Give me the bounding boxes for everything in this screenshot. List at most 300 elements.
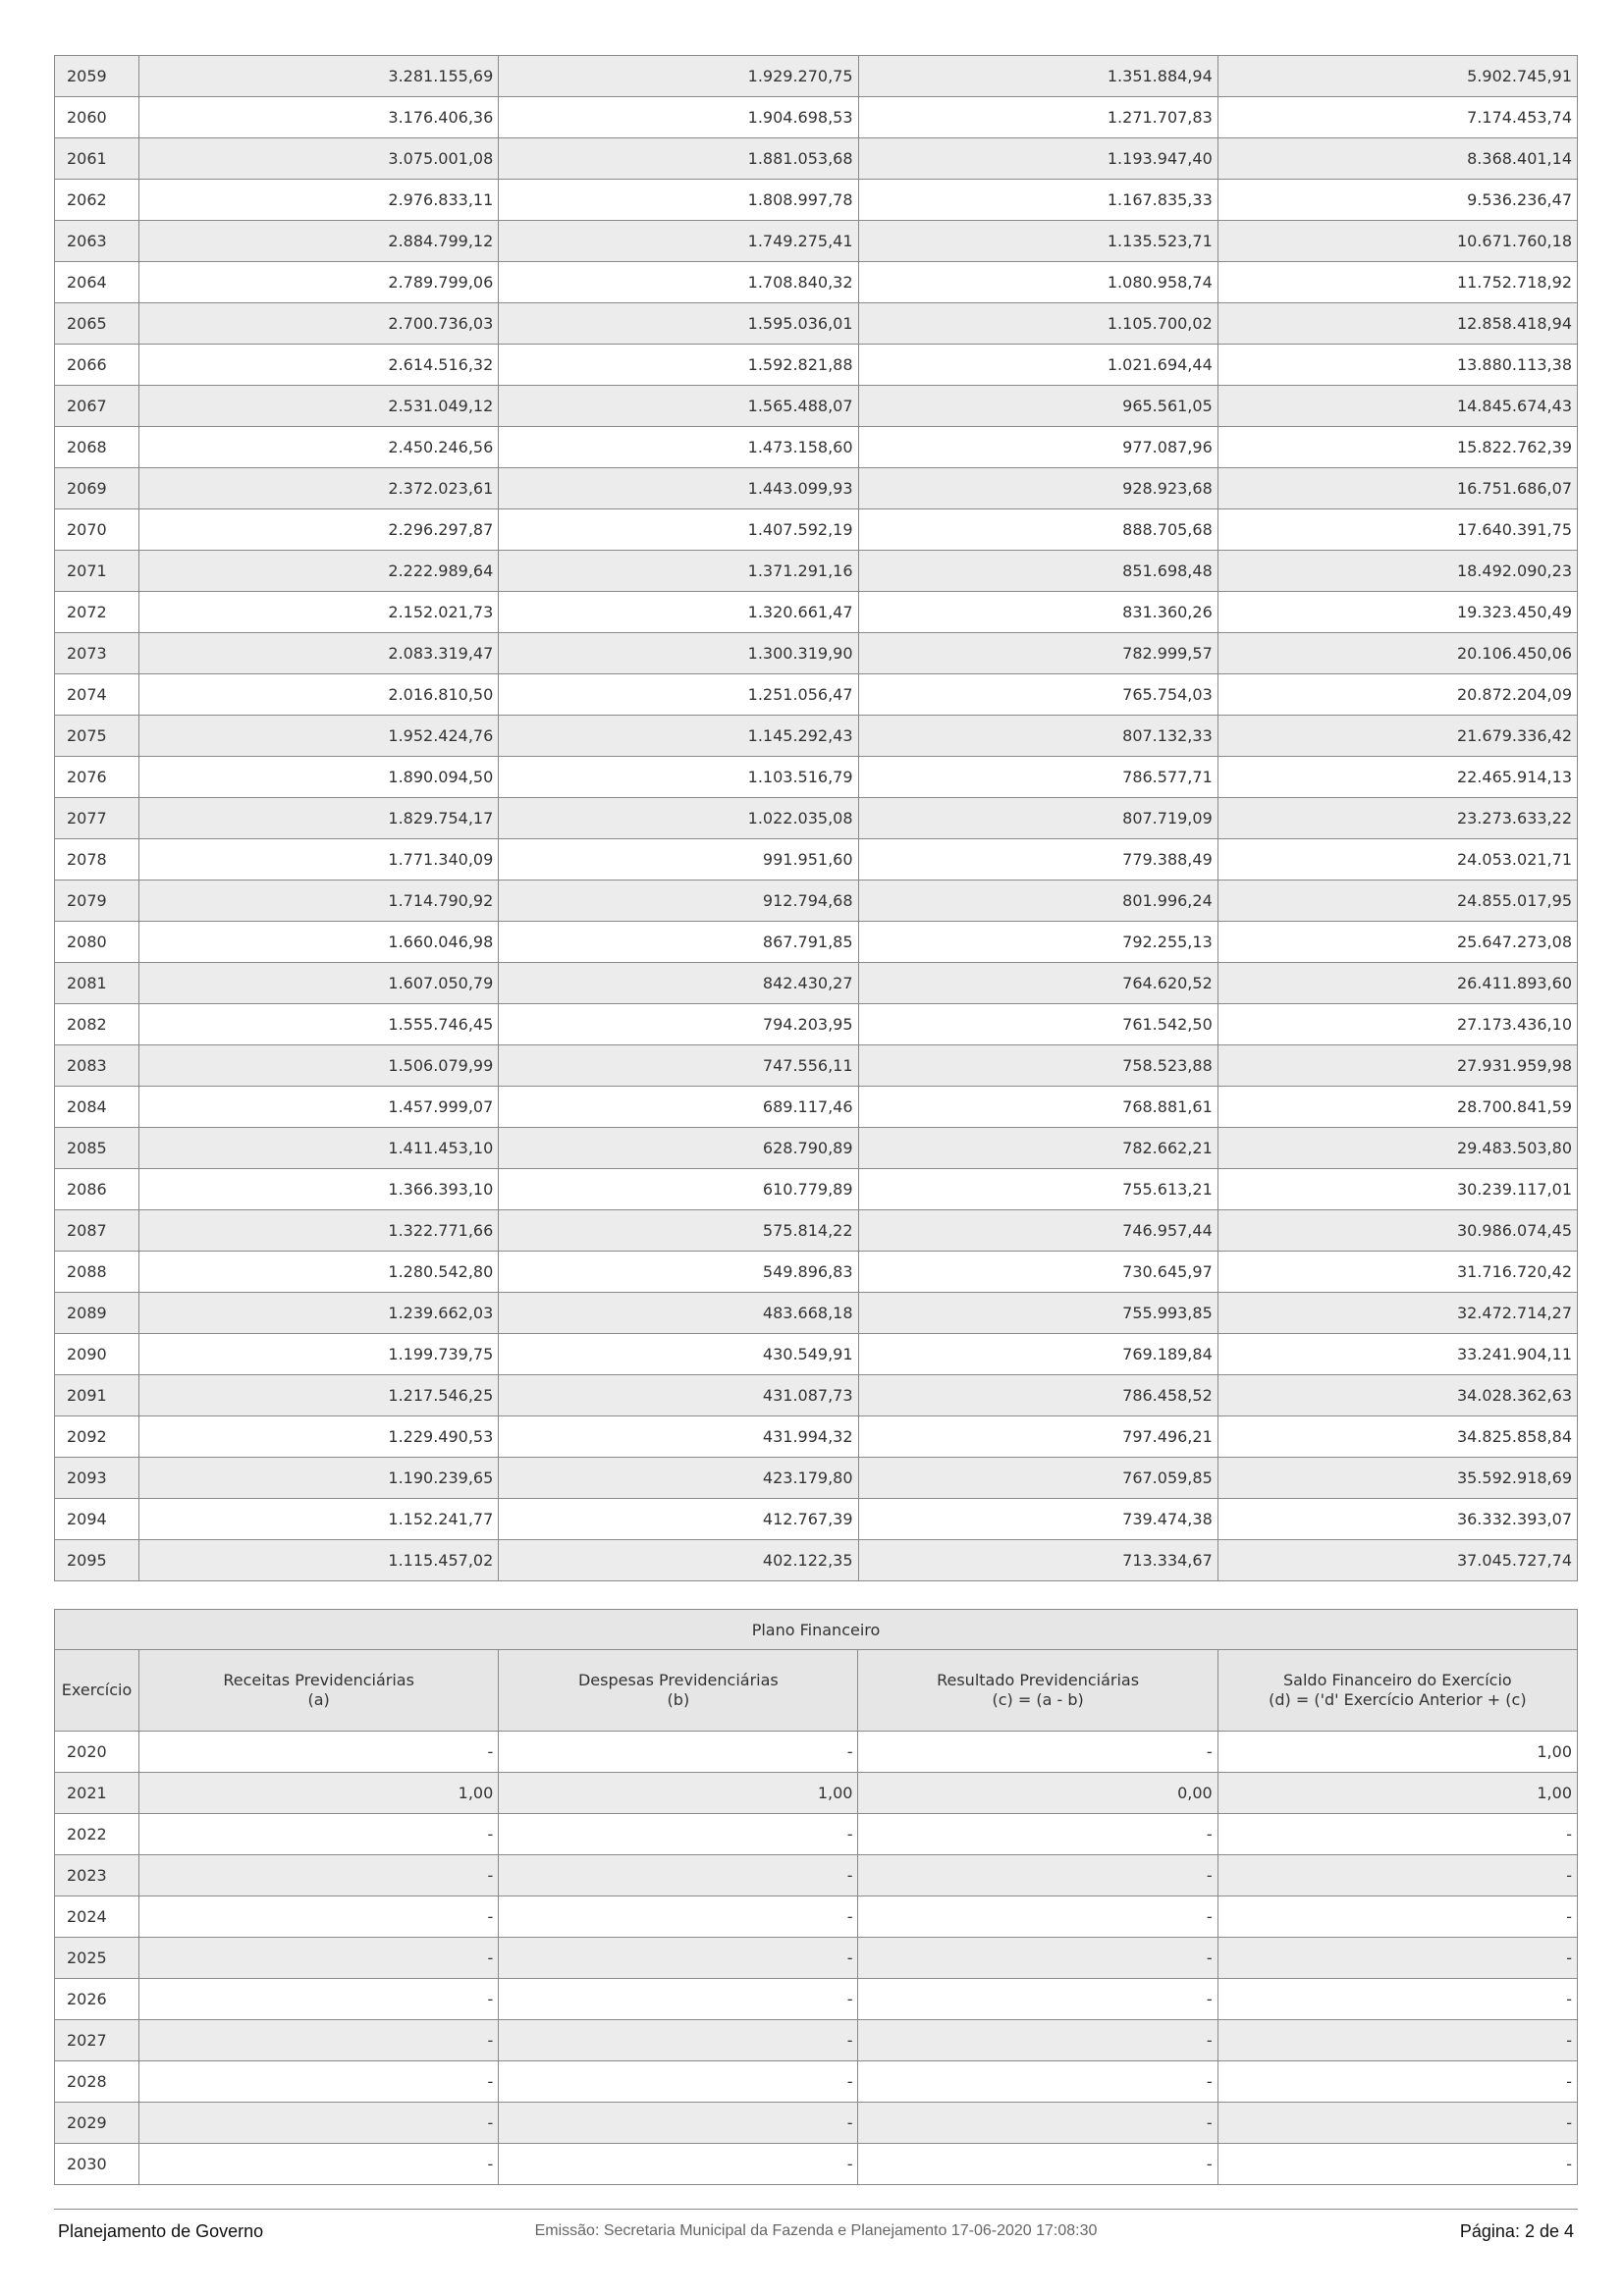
value-cell: 32.472.714,27 — [1217, 1293, 1577, 1334]
value-cell: - — [1217, 1979, 1577, 2020]
table-row — [55, 509, 1578, 551]
year-cell: 2071 — [55, 551, 139, 592]
value-cell: 18.492.090,23 — [1217, 551, 1577, 592]
page-footer — [54, 2209, 1578, 2249]
value-cell: 1.022.035,08 — [499, 798, 858, 839]
value-cell: 851.698,48 — [858, 551, 1217, 592]
table-row — [55, 427, 1578, 468]
value-cell: 1.407.592,19 — [499, 509, 858, 551]
value-cell: 27.931.959,98 — [1217, 1045, 1577, 1087]
value-cell: 412.767,39 — [499, 1499, 858, 1540]
table-row — [55, 2020, 1578, 2061]
table-row — [55, 1458, 1578, 1499]
value-cell: 1.443.099,93 — [499, 468, 858, 509]
value-cell: - — [139, 1979, 499, 2020]
value-cell: 402.122,35 — [499, 1540, 858, 1581]
year-cell: 2078 — [55, 839, 139, 881]
year-cell: 2082 — [55, 1004, 139, 1045]
value-cell: 28.700.841,59 — [1217, 1087, 1577, 1128]
year-cell: 2025 — [55, 1938, 139, 1979]
year-cell: 2024 — [55, 1896, 139, 1938]
value-cell: 786.458,52 — [858, 1375, 1217, 1416]
value-cell: - — [499, 2144, 858, 2185]
value-cell: - — [858, 1938, 1217, 1979]
value-cell: 33.241.904,11 — [1217, 1334, 1577, 1375]
year-cell: 2075 — [55, 716, 139, 757]
value-cell: - — [499, 1855, 858, 1896]
value-cell: 928.923,68 — [858, 468, 1217, 509]
value-cell: 22.465.914,13 — [1217, 757, 1577, 798]
value-cell: 1.808.997,78 — [499, 180, 858, 221]
value-cell: 20.872.204,09 — [1217, 674, 1577, 716]
value-cell: 3.281.155,69 — [139, 56, 499, 97]
value-cell: 965.561,05 — [858, 386, 1217, 427]
value-cell: 977.087,96 — [858, 427, 1217, 468]
value-cell: - — [1217, 1896, 1577, 1938]
value-cell: 779.388,49 — [858, 839, 1217, 881]
projection-table — [54, 55, 1578, 1581]
value-cell: 1.080.958,74 — [858, 262, 1217, 303]
value-cell: 1.771.340,09 — [139, 839, 499, 881]
value-cell: 888.705,68 — [858, 509, 1217, 551]
value-cell: 1.167.835,33 — [858, 180, 1217, 221]
value-cell: 2.296.297,87 — [139, 509, 499, 551]
value-cell: 767.059,85 — [858, 1458, 1217, 1499]
table-row — [55, 2061, 1578, 2103]
table-row — [55, 2144, 1578, 2185]
value-cell: 1.371.291,16 — [499, 551, 858, 592]
value-cell: 867.791,85 — [499, 922, 858, 963]
value-cell: 24.053.021,71 — [1217, 839, 1577, 881]
year-cell: 2030 — [55, 2144, 139, 2185]
footer-emission: Emissão: Secretaria Municipal da Fazenda e Planejamento 17-06-2020 17:08:30 — [534, 2222, 1098, 2239]
year-cell: 2067 — [55, 386, 139, 427]
value-cell: 10.671.760,18 — [1217, 221, 1577, 262]
value-cell: 801.996,24 — [858, 881, 1217, 922]
value-cell: 842.430,27 — [499, 963, 858, 1004]
value-cell: 1.708.840,32 — [499, 262, 858, 303]
value-cell: 782.662,21 — [858, 1128, 1217, 1169]
value-cell: 17.640.391,75 — [1217, 509, 1577, 551]
year-cell: 2083 — [55, 1045, 139, 1087]
value-cell: 30.239.117,01 — [1217, 1169, 1577, 1210]
value-cell: - — [499, 1979, 858, 2020]
value-cell: 16.751.686,07 — [1217, 468, 1577, 509]
value-cell: 1.217.546,25 — [139, 1375, 499, 1416]
table-row — [55, 97, 1578, 138]
value-cell: 1,00 — [1217, 1773, 1577, 1814]
value-cell: 1.952.424,76 — [139, 716, 499, 757]
value-cell: 1.105.700,02 — [858, 303, 1217, 345]
plano-financeiro-title: Plano Financeiro — [55, 1610, 1578, 1650]
value-cell: 35.592.918,69 — [1217, 1458, 1577, 1499]
value-cell: 792.255,13 — [858, 922, 1217, 963]
value-cell: 2.531.049,12 — [139, 386, 499, 427]
value-cell: 1.135.523,71 — [858, 221, 1217, 262]
value-cell: 2.372.023,61 — [139, 468, 499, 509]
value-cell: 37.045.727,74 — [1217, 1540, 1577, 1581]
value-cell: 747.556,11 — [499, 1045, 858, 1087]
value-cell: 2.222.989,64 — [139, 551, 499, 592]
value-cell: 1,00 — [139, 1773, 499, 1814]
value-cell: - — [858, 2020, 1217, 2061]
value-cell: 24.855.017,95 — [1217, 881, 1577, 922]
value-cell: 689.117,46 — [499, 1087, 858, 1128]
value-cell: 2.614.516,32 — [139, 345, 499, 386]
year-cell: 2066 — [55, 345, 139, 386]
value-cell: - — [499, 2020, 858, 2061]
value-cell: 713.334,67 — [858, 1540, 1217, 1581]
year-cell: 2059 — [55, 56, 139, 97]
table-row — [55, 1416, 1578, 1458]
value-cell: - — [858, 2103, 1217, 2144]
value-cell: 1.555.746,45 — [139, 1004, 499, 1045]
table-row — [55, 1979, 1578, 2020]
table-row — [55, 1732, 1578, 1773]
value-cell: 549.896,83 — [499, 1252, 858, 1293]
table-row — [55, 1293, 1578, 1334]
value-cell: 1.322.771,66 — [139, 1210, 499, 1252]
table-row — [55, 1169, 1578, 1210]
value-cell: 1.199.739,75 — [139, 1334, 499, 1375]
value-cell: 1.565.488,07 — [499, 386, 858, 427]
value-cell: 12.858.418,94 — [1217, 303, 1577, 345]
value-cell: 19.323.450,49 — [1217, 592, 1577, 633]
value-cell: 1.239.662,03 — [139, 1293, 499, 1334]
year-cell: 2064 — [55, 262, 139, 303]
year-cell: 2079 — [55, 881, 139, 922]
value-cell: - — [1217, 2103, 1577, 2144]
value-cell: 2.450.246,56 — [139, 427, 499, 468]
table-row — [55, 1087, 1578, 1128]
value-cell: 1.607.050,79 — [139, 963, 499, 1004]
value-cell: 431.994,32 — [499, 1416, 858, 1458]
table-row — [55, 674, 1578, 716]
value-cell: 7.174.453,74 — [1217, 97, 1577, 138]
year-cell: 2093 — [55, 1458, 139, 1499]
year-cell: 2072 — [55, 592, 139, 633]
value-cell: 5.902.745,91 — [1217, 56, 1577, 97]
value-cell: 1.103.516,79 — [499, 757, 858, 798]
table-row — [55, 1540, 1578, 1581]
table-row — [55, 1814, 1578, 1855]
table-row — [55, 757, 1578, 798]
value-cell: 1.251.056,47 — [499, 674, 858, 716]
value-cell: 2.884.799,12 — [139, 221, 499, 262]
table-row — [55, 2103, 1578, 2144]
value-cell: 25.647.273,08 — [1217, 922, 1577, 963]
value-cell: 769.189,84 — [858, 1334, 1217, 1375]
value-cell: 912.794,68 — [499, 881, 858, 922]
value-cell: - — [139, 1938, 499, 1979]
value-cell: 2.976.833,11 — [139, 180, 499, 221]
value-cell: 575.814,22 — [499, 1210, 858, 1252]
year-cell: 2027 — [55, 2020, 139, 2061]
year-cell: 2026 — [55, 1979, 139, 2020]
value-cell: 1.271.707,83 — [858, 97, 1217, 138]
table-row — [55, 592, 1578, 633]
value-cell: 1.595.036,01 — [499, 303, 858, 345]
header-resultado: Resultado Previdenciárias (c) = (a - b) — [858, 1650, 1217, 1732]
table-row — [55, 1252, 1578, 1293]
year-cell: 2088 — [55, 1252, 139, 1293]
table-row — [55, 963, 1578, 1004]
value-cell: - — [499, 1896, 858, 1938]
table-row — [55, 1896, 1578, 1938]
value-cell: 20.106.450,06 — [1217, 633, 1577, 674]
table-row — [55, 839, 1578, 881]
value-cell: 1.320.661,47 — [499, 592, 858, 633]
value-cell: 483.668,18 — [499, 1293, 858, 1334]
value-cell: 36.332.393,07 — [1217, 1499, 1577, 1540]
year-cell: 2023 — [55, 1855, 139, 1896]
value-cell: 1.660.046,98 — [139, 922, 499, 963]
year-cell: 2089 — [55, 1293, 139, 1334]
value-cell: 27.173.436,10 — [1217, 1004, 1577, 1045]
value-cell: - — [858, 1732, 1217, 1773]
value-cell: 1.714.790,92 — [139, 881, 499, 922]
value-cell: - — [139, 1814, 499, 1855]
value-cell: - — [139, 1896, 499, 1938]
table-row — [55, 1128, 1578, 1169]
value-cell: - — [499, 1938, 858, 1979]
value-cell: 1.190.239,65 — [139, 1458, 499, 1499]
value-cell: 797.496,21 — [858, 1416, 1217, 1458]
value-cell: 610.779,89 — [499, 1169, 858, 1210]
value-cell: 30.986.074,45 — [1217, 1210, 1577, 1252]
value-cell: 2.152.021,73 — [139, 592, 499, 633]
value-cell: 761.542,50 — [858, 1004, 1217, 1045]
table-row — [55, 1045, 1578, 1087]
year-cell: 2087 — [55, 1210, 139, 1252]
value-cell: 1.145.292,43 — [499, 716, 858, 757]
table-row — [55, 1004, 1578, 1045]
year-cell: 2022 — [55, 1814, 139, 1855]
value-cell: 34.825.858,84 — [1217, 1416, 1577, 1458]
value-cell: - — [1217, 1855, 1577, 1896]
value-cell: 23.273.633,22 — [1217, 798, 1577, 839]
year-cell: 2080 — [55, 922, 139, 963]
table-row — [55, 345, 1578, 386]
value-cell: 628.790,89 — [499, 1128, 858, 1169]
value-cell: 786.577,71 — [858, 757, 1217, 798]
table-row — [55, 221, 1578, 262]
value-cell: 807.719,09 — [858, 798, 1217, 839]
year-cell: 2028 — [55, 2061, 139, 2103]
year-cell: 2061 — [55, 138, 139, 180]
value-cell: 1.592.821,88 — [499, 345, 858, 386]
value-cell: - — [139, 1855, 499, 1896]
table-row — [55, 1375, 1578, 1416]
value-cell: 1,00 — [499, 1773, 858, 1814]
value-cell: - — [139, 1732, 499, 1773]
year-cell: 2069 — [55, 468, 139, 509]
year-cell: 2060 — [55, 97, 139, 138]
value-cell: - — [1217, 2020, 1577, 2061]
value-cell: 807.132,33 — [858, 716, 1217, 757]
table-row — [55, 1773, 1578, 1814]
value-cell: - — [1217, 1938, 1577, 1979]
value-cell: - — [1217, 2061, 1577, 2103]
value-cell: 9.536.236,47 — [1217, 180, 1577, 221]
year-cell: 2095 — [55, 1540, 139, 1581]
value-cell: 431.087,73 — [499, 1375, 858, 1416]
year-cell: 2076 — [55, 757, 139, 798]
year-cell: 2090 — [55, 1334, 139, 1375]
value-cell: 1.749.275,41 — [499, 221, 858, 262]
table-row — [55, 1334, 1578, 1375]
header-receitas: Receitas Previdenciárias (a) — [139, 1650, 499, 1732]
year-cell: 2074 — [55, 674, 139, 716]
plano-financeiro-table — [54, 1609, 1578, 2185]
table-row — [55, 798, 1578, 839]
value-cell: 1.506.079,99 — [139, 1045, 499, 1087]
value-cell: 8.368.401,14 — [1217, 138, 1577, 180]
value-cell: 831.360,26 — [858, 592, 1217, 633]
value-cell: - — [858, 2061, 1217, 2103]
value-cell: - — [1217, 1814, 1577, 1855]
value-cell: 2.016.810,50 — [139, 674, 499, 716]
value-cell: - — [139, 2144, 499, 2185]
year-cell: 2062 — [55, 180, 139, 221]
table-row — [55, 56, 1578, 97]
year-cell: 2077 — [55, 798, 139, 839]
value-cell: 15.822.762,39 — [1217, 427, 1577, 468]
value-cell: 1.152.241,77 — [139, 1499, 499, 1540]
value-cell: 3.075.001,08 — [139, 138, 499, 180]
value-cell: 764.620,52 — [858, 963, 1217, 1004]
year-cell: 2065 — [55, 303, 139, 345]
value-cell: - — [858, 1814, 1217, 1855]
value-cell: 755.993,85 — [858, 1293, 1217, 1334]
table-row — [55, 262, 1578, 303]
table-row — [55, 881, 1578, 922]
year-cell: 2085 — [55, 1128, 139, 1169]
year-cell: 2092 — [55, 1416, 139, 1458]
footer-title: Planejamento de Governo — [58, 2221, 264, 2241]
value-cell: - — [858, 1855, 1217, 1896]
value-cell: 1.829.754,17 — [139, 798, 499, 839]
table-row — [55, 551, 1578, 592]
value-cell: 430.549,91 — [499, 1334, 858, 1375]
year-cell: 2063 — [55, 221, 139, 262]
value-cell: 1.229.490,53 — [139, 1416, 499, 1458]
value-cell: 1,00 — [1217, 1732, 1577, 1773]
table-row — [55, 922, 1578, 963]
table-row — [55, 1938, 1578, 1979]
value-cell: - — [499, 2061, 858, 2103]
value-cell: 2.700.736,03 — [139, 303, 499, 345]
value-cell: 755.613,21 — [858, 1169, 1217, 1210]
value-cell: 1.193.947,40 — [858, 138, 1217, 180]
table-row — [55, 1855, 1578, 1896]
value-cell: 782.999,57 — [858, 633, 1217, 674]
year-cell: 2073 — [55, 633, 139, 674]
header-exercicio: Exercício — [55, 1650, 139, 1732]
value-cell: - — [499, 1814, 858, 1855]
value-cell: - — [858, 1896, 1217, 1938]
table-row — [55, 303, 1578, 345]
value-cell: 34.028.362,63 — [1217, 1375, 1577, 1416]
value-cell: - — [499, 2103, 858, 2144]
value-cell: 2.789.799,06 — [139, 262, 499, 303]
footer-page-number: Página: 2 de 4 — [1459, 2221, 1574, 2241]
value-cell: 11.752.718,92 — [1217, 262, 1577, 303]
value-cell: 2.083.319,47 — [139, 633, 499, 674]
value-cell: 21.679.336,42 — [1217, 716, 1577, 757]
year-cell: 2068 — [55, 427, 139, 468]
value-cell: 1.115.457,02 — [139, 1540, 499, 1581]
value-cell: 794.203,95 — [499, 1004, 858, 1045]
value-cell: 14.845.674,43 — [1217, 386, 1577, 427]
year-cell: 2086 — [55, 1169, 139, 1210]
table-row — [55, 716, 1578, 757]
value-cell: 1.280.542,80 — [139, 1252, 499, 1293]
value-cell: 1.300.319,90 — [499, 633, 858, 674]
table-row — [55, 1210, 1578, 1252]
value-cell: 746.957,44 — [858, 1210, 1217, 1252]
year-cell: 2029 — [55, 2103, 139, 2144]
value-cell: 758.523,88 — [858, 1045, 1217, 1087]
value-cell: 1.904.698,53 — [499, 97, 858, 138]
table-row — [55, 1499, 1578, 1540]
value-cell: 730.645,97 — [858, 1252, 1217, 1293]
value-cell: 1.929.270,75 — [499, 56, 858, 97]
table-row — [55, 468, 1578, 509]
value-cell: 1.890.094,50 — [139, 757, 499, 798]
year-cell: 2020 — [55, 1732, 139, 1773]
value-cell: - — [858, 2144, 1217, 2185]
value-cell: - — [499, 1732, 858, 1773]
value-cell: 1.366.393,10 — [139, 1169, 499, 1210]
year-cell: 2021 — [55, 1773, 139, 1814]
value-cell: 3.176.406,36 — [139, 97, 499, 138]
value-cell: 31.716.720,42 — [1217, 1252, 1577, 1293]
value-cell: 1.021.694,44 — [858, 345, 1217, 386]
value-cell: 1.457.999,07 — [139, 1087, 499, 1128]
value-cell: 991.951,60 — [499, 839, 858, 881]
value-cell: 29.483.503,80 — [1217, 1128, 1577, 1169]
value-cell: 0,00 — [858, 1773, 1217, 1814]
value-cell: - — [1217, 2144, 1577, 2185]
value-cell: 768.881,61 — [858, 1087, 1217, 1128]
value-cell: - — [139, 2103, 499, 2144]
year-cell: 2094 — [55, 1499, 139, 1540]
value-cell: 739.474,38 — [858, 1499, 1217, 1540]
year-cell: 2070 — [55, 509, 139, 551]
year-cell: 2084 — [55, 1087, 139, 1128]
table-row — [55, 180, 1578, 221]
value-cell: 765.754,03 — [858, 674, 1217, 716]
value-cell: - — [139, 2020, 499, 2061]
value-cell: 423.179,80 — [499, 1458, 858, 1499]
year-cell: 2091 — [55, 1375, 139, 1416]
value-cell: 13.880.113,38 — [1217, 345, 1577, 386]
value-cell: 1.473.158,60 — [499, 427, 858, 468]
value-cell: 1.351.884,94 — [858, 56, 1217, 97]
value-cell: - — [139, 2061, 499, 2103]
header-despesas: Despesas Previdenciárias (b) — [499, 1650, 858, 1732]
value-cell: - — [858, 1979, 1217, 2020]
header-saldo: Saldo Financeiro do Exercício (d) = ('d' Exercício Anterior + (c) — [1217, 1650, 1577, 1732]
projection-table-body — [55, 56, 1578, 1581]
value-cell: 26.411.893,60 — [1217, 963, 1577, 1004]
table-row — [55, 633, 1578, 674]
table-row — [55, 138, 1578, 180]
value-cell: 1.881.053,68 — [499, 138, 858, 180]
plano-financeiro-body — [55, 1732, 1578, 2185]
year-cell: 2081 — [55, 963, 139, 1004]
